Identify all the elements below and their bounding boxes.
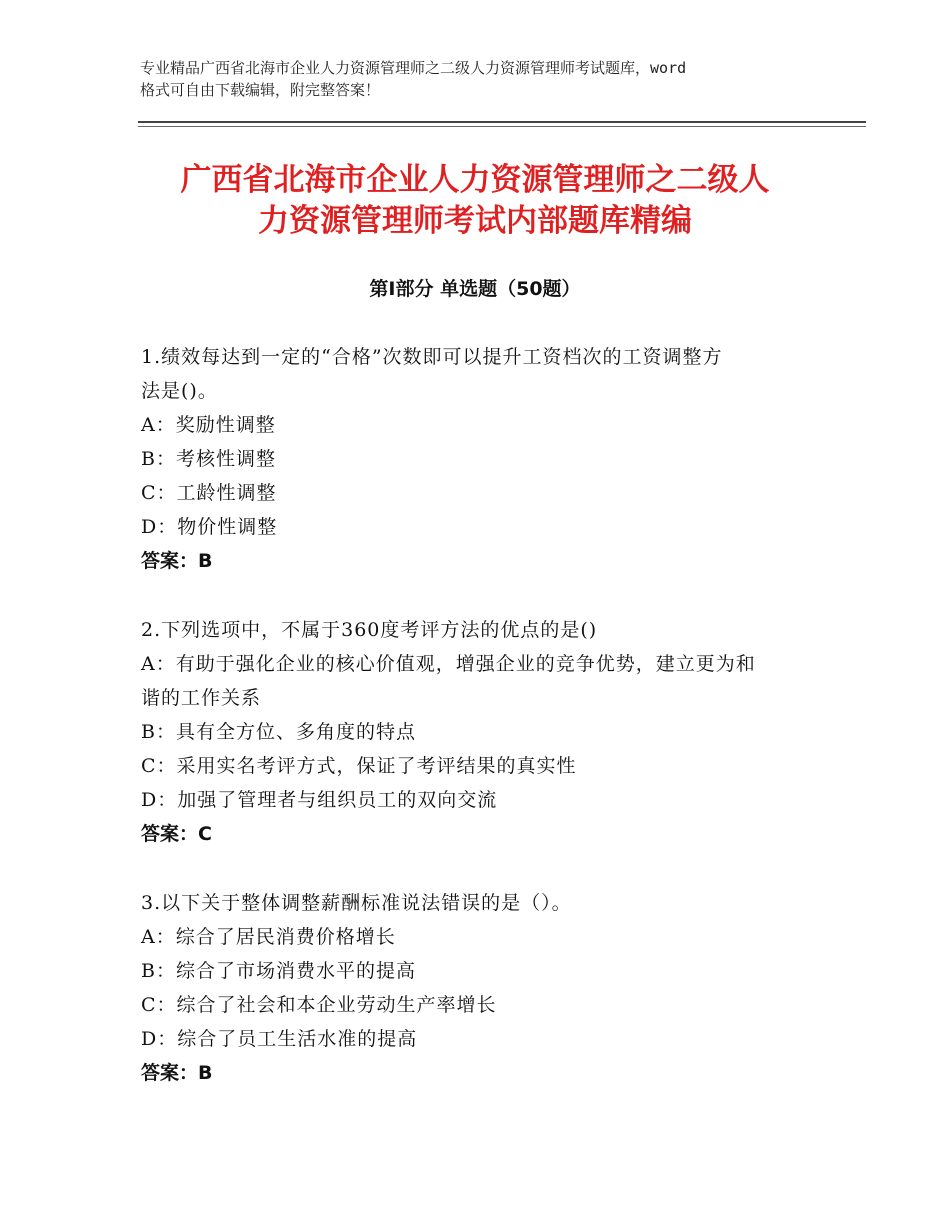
option-d: D：综合了员工生活水准的提高: [141, 1028, 418, 1050]
question-stem: 1.绩效每达到一定的“合格”次数即可以提升工资档次的工资调整方: [141, 346, 723, 368]
option-b: B：考核性调整: [141, 448, 276, 470]
option-b: B：综合了市场消费水平的提高: [141, 960, 416, 982]
option-a: A：综合了居民消费价格增长: [141, 926, 396, 948]
question-block: [141, 886, 821, 1090]
header-note: [140, 57, 820, 101]
option-d: D：加强了管理者与组织员工的双向交流: [141, 789, 498, 811]
option-c: C：采用实名考评方式，保证了考评结果的真实性: [141, 755, 577, 777]
divider: [138, 126, 866, 127]
option-a: A：有助于强化企业的核心价值观，增强企业的竞争优势，建立更为和: [141, 653, 756, 675]
question-stem: 3.以下关于整体调整薪酬标准说法错误的是（）。: [141, 892, 572, 914]
answer: 答案：C: [141, 823, 212, 845]
header-note-line: 专业精品广西省北海市企业人力资源管理师之二级人力资源管理师考试题库，word: [140, 59, 687, 77]
question-block: [141, 340, 821, 578]
option-c: C：工龄性调整: [141, 482, 277, 504]
header-note-line: 格式可自由下载编辑，附完整答案！: [140, 81, 381, 99]
option-b: B：具有全方位、多角度的特点: [141, 721, 416, 743]
option-a: 谐的工作关系: [141, 687, 262, 709]
section-title: 第Ⅰ部分 单选题（50题）: [369, 278, 581, 300]
question-stem: 法是()。: [141, 380, 218, 402]
answer: 答案：B: [141, 1062, 213, 1084]
title-line: 广西省北海市企业人力资源管理师之二级人: [180, 162, 770, 198]
option-a: A：奖励性调整: [141, 414, 276, 436]
question-block: [141, 613, 821, 851]
document-title: [100, 160, 850, 242]
option-c: C：综合了社会和本企业劳动生产率增长: [141, 994, 497, 1016]
question-stem: 2.下列选项中，不属于360度考评方法的优点的是(): [141, 619, 598, 641]
divider: [138, 121, 866, 123]
title-line: 力资源管理师考试内部题库精编: [258, 203, 692, 239]
answer: 答案：B: [141, 550, 213, 572]
option-d: D：物价性调整: [141, 516, 278, 538]
